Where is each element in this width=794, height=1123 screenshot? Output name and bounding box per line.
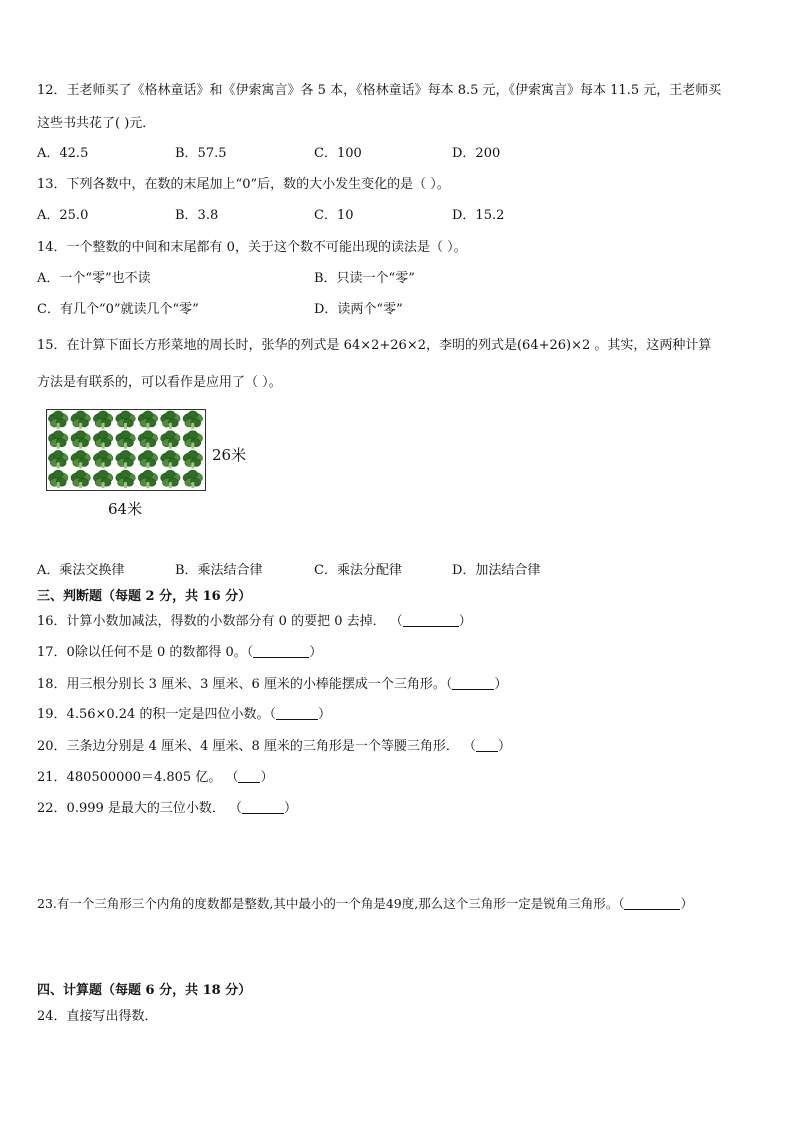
answer-blank-16[interactable]	[403, 613, 459, 627]
question-15-line-1: 15．在计算下面长方形菜地的周长时，张华的列式是 64×2+26×2，李明的列式是(64+26)×2 。其实，这两种计算	[37, 338, 712, 353]
cabbage-icon-grid	[47, 410, 204, 489]
judgment-22-text: 22．0.999 是最大的三位小数． （	[37, 801, 243, 816]
judgment-21-text: 21．480500000＝4.805 亿。 （	[37, 770, 239, 785]
q12-option-b[interactable]: B．57.5	[175, 146, 227, 161]
judgment-22-close: ）	[284, 801, 298, 816]
judgment-20	[37, 738, 511, 756]
cabbage-icon	[47, 470, 70, 488]
judgment-19-text: 19．4.56×0.24 的积一定是四位小数。（	[37, 707, 276, 722]
vegetable-garden-figure	[46, 409, 206, 491]
cabbage-icon	[137, 431, 160, 449]
judgment-16-close: ）	[458, 614, 472, 629]
question-13-text: 13．下列各数中，在数的末尾加上“0”后，数的大小发生变化的是（ ）。	[37, 177, 450, 192]
judgment-23	[37, 895, 693, 913]
cabbage-icon	[159, 411, 182, 429]
cabbage-icon	[69, 411, 92, 429]
cabbage-icon	[181, 431, 204, 449]
q13-option-d[interactable]: D．15.2	[452, 208, 505, 223]
cabbage-icon	[114, 470, 137, 488]
judgment-19	[37, 706, 331, 724]
cabbage-icon	[47, 450, 70, 468]
answer-blank-20[interactable]	[476, 738, 498, 752]
cabbage-icon	[137, 411, 160, 429]
judgment-22	[37, 800, 297, 818]
answer-blank-23[interactable]	[624, 896, 680, 910]
q15-option-a[interactable]: A．乘法交换律	[37, 563, 125, 578]
q15-option-d[interactable]: D．加法结合律	[452, 563, 541, 578]
q15-option-b[interactable]: B．乘法结合律	[175, 563, 263, 578]
answer-blank-22[interactable]	[242, 800, 284, 814]
judgment-23-close: ）	[680, 896, 693, 911]
question-12-line-1: 12．王老师买了《格林童话》和《伊索寓言》各 5 本，《格林童话》每本 8.5 元，《伊索寓言》每本 11.5 元，王老师买	[37, 83, 722, 98]
cabbage-icon	[181, 411, 204, 429]
judgment-19-close: ）	[317, 707, 331, 722]
judgment-17-close: ）	[309, 645, 323, 660]
judgment-17	[37, 644, 322, 662]
question-24-text: 24．直接写出得数．	[37, 1009, 158, 1024]
judgment-17-text: 17．0除以任何不是 0 的数都得 0。（	[37, 645, 254, 660]
answer-blank-19[interactable]	[276, 706, 318, 720]
judgment-21-close: ）	[260, 770, 274, 785]
q14-option-c[interactable]: C．有几个“0”就读几个“零”	[37, 302, 199, 317]
cabbage-icon	[92, 470, 115, 488]
answer-blank-21[interactable]	[238, 769, 260, 783]
cabbage-icon	[47, 431, 70, 449]
cabbage-icon	[69, 431, 92, 449]
section-3-title: 三、判断题（每题 2 分，共 16 分）	[37, 589, 252, 604]
answer-blank-17[interactable]	[253, 644, 309, 658]
q14-option-d[interactable]: D．读两个“零”	[314, 302, 403, 317]
q12-option-d[interactable]: D．200	[452, 146, 501, 161]
q14-option-b[interactable]: B．只读一个“零”	[314, 271, 415, 286]
q13-option-b[interactable]: B．3.8	[175, 208, 219, 223]
judgment-16-text: 16．计算小数加减法，得数的小数部分有 0 的要把 0 去掉． （	[37, 614, 403, 629]
cabbage-icon	[137, 470, 160, 488]
judgment-18-close: ）	[494, 677, 508, 692]
q15-option-c[interactable]: C．乘法分配律	[314, 563, 402, 578]
cabbage-icon	[159, 450, 182, 468]
cabbage-icon	[92, 411, 115, 429]
cabbage-icon	[181, 470, 204, 488]
q13-option-a[interactable]: A．25.0	[37, 208, 89, 223]
cabbage-icon	[114, 411, 137, 429]
cabbage-icon	[137, 450, 160, 468]
judgment-20-close: ）	[498, 739, 512, 754]
cabbage-icon	[159, 470, 182, 488]
cabbage-icon	[92, 450, 115, 468]
cabbage-icon	[114, 450, 137, 468]
judgment-21	[37, 769, 273, 787]
q13-option-c[interactable]: C．10	[314, 208, 354, 223]
judgment-16	[37, 613, 472, 631]
cabbage-icon	[69, 450, 92, 468]
question-12-line-2: 这些书共花了( )元．	[37, 116, 156, 131]
judgment-18	[37, 676, 507, 694]
section-4-title: 四、计算题（每题 6 分，共 18 分）	[37, 983, 252, 998]
answer-blank-18[interactable]	[452, 676, 494, 690]
q12-option-c[interactable]: C．100	[314, 146, 362, 161]
question-14-text: 14．一个整数的中间和末尾都有 0，关于这个数不可能出现的读法是（ ）。	[37, 240, 467, 255]
cabbage-icon	[69, 470, 92, 488]
question-15-line-2: 方法是有联系的，可以看作是应用了（ ）。	[37, 375, 282, 390]
judgment-18-text: 18．用三根分别长 3 厘米、3 厘米、6 厘米的小棒能摆成一个三角形。（	[37, 677, 453, 692]
cabbage-icon	[92, 431, 115, 449]
cabbage-icon	[114, 431, 137, 449]
judgment-23-text: 23.有一个三角形三个内角的度数都是整数,其中最小的一个角是49度,那么这个三角形一定是锐角三角形。（	[37, 896, 625, 911]
q12-option-a[interactable]: A．42.5	[37, 146, 89, 161]
cabbage-icon	[47, 411, 70, 429]
garden-width-label: 26米	[212, 446, 247, 464]
judgment-20-text: 20．三条边分别是 4 厘米、4 厘米、8 厘米的三角形是一个等腰三角形． （	[37, 739, 477, 754]
q14-option-a[interactable]: A．一个“零”也不读	[37, 271, 151, 286]
cabbage-icon	[159, 431, 182, 449]
garden-length-label: 64米	[108, 500, 143, 518]
cabbage-icon	[181, 450, 204, 468]
